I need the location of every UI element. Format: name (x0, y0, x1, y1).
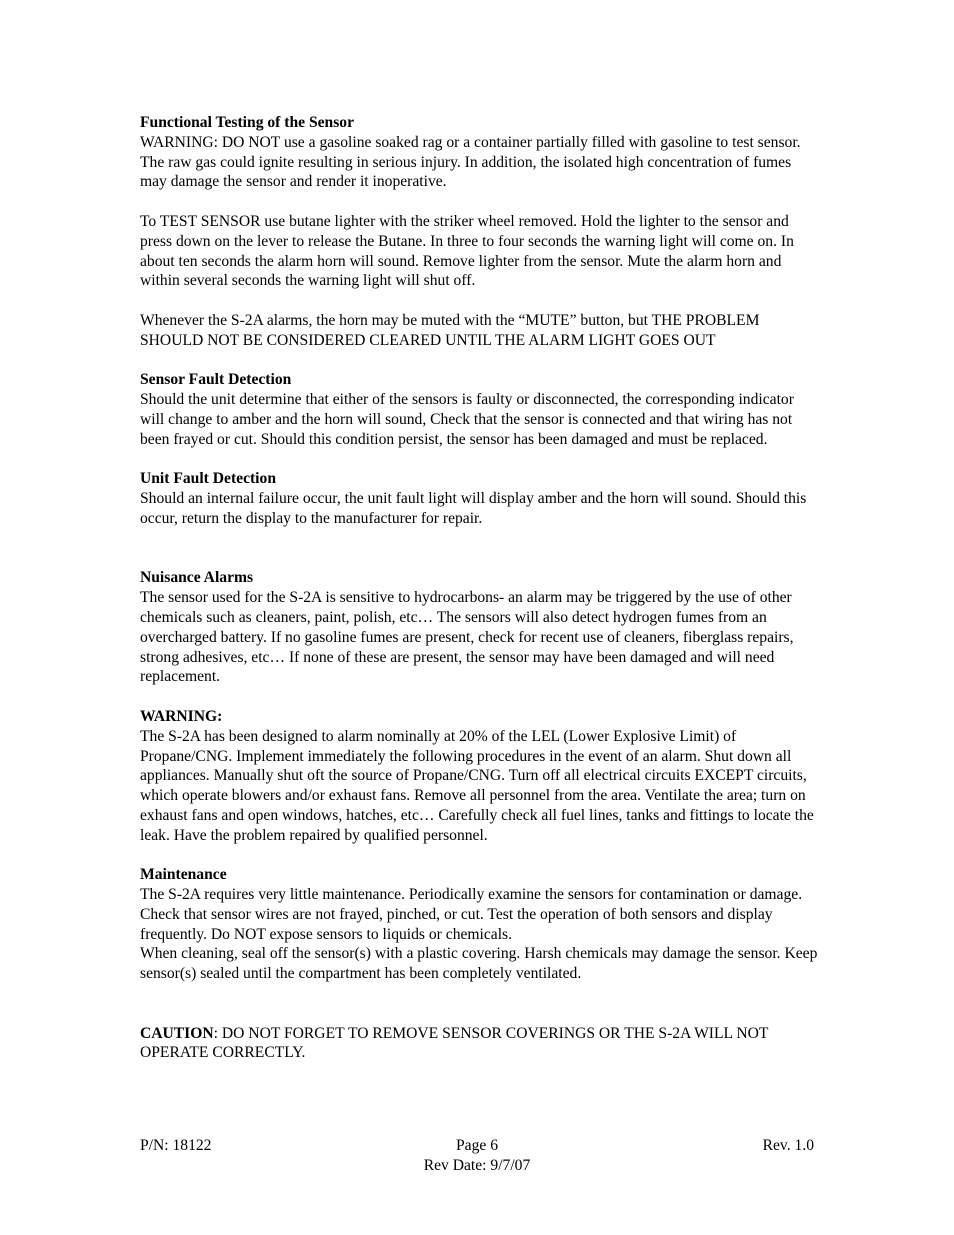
nuisance-alarms-section (140, 568, 820, 687)
caution-text: : DO NOT FORGET TO REMOVE SENSOR COVERINGS OR THE S-2A WILL NOT OPERATE CORRECTLY. (140, 1024, 769, 1062)
maintenance-section (140, 865, 820, 984)
warning-section (140, 707, 820, 846)
footer-revision: Rev. 1.0 (762, 1137, 814, 1154)
nuisance-alarms-body: The sensor used for the S-2A is sensitive to hydrocarbons- an alarm may be triggered by the use of other chemicals such as cleaners, paint, polish, etc… The sensors will also detect hydrogen fumes from an overcharged battery. If no gasoline fumes are present, check for recent use of cleaners, fiberglass repairs, strong adhesives, etc… If none of these are present, the sensor may have been damaged and will need replacement. (140, 589, 794, 686)
caution-section (140, 1024, 820, 1064)
maintenance-body-2: When cleaning, seal off the sensor(s) with a plastic covering. Harsh chemicals may damage the sensor. Keep sensor(s) sealed until the compartment has been completely ventilated. (140, 945, 818, 983)
nuisance-alarms-heading: Nuisance Alarms (140, 569, 254, 587)
unit-fault-section (140, 469, 820, 528)
document-body (140, 113, 820, 1063)
footer-page-number: Page 6 (455, 1137, 498, 1154)
sensor-fault-body: Should the unit determine that either of the sensors is faulty or disconnected, the corresponding indicator will change to amber and the horn will sound, Check that the sensor is connected and that wiring has not been frayed or cut. Should this condition persist, the sensor has been damaged and must be replaced. (140, 391, 794, 448)
footer-center (140, 1136, 814, 1176)
caution-label: CAUTION (140, 1024, 214, 1042)
sensor-fault-section (140, 370, 820, 449)
maintenance-body-1: The S-2A requires very little maintenance. Periodically examine the sensors for contamination or damage. Check that sensor wires are not frayed, pinched, or cut. Test the operation of both sensors and display frequently. Do NOT expose sensors to liquids or chemicals. (140, 886, 803, 943)
functional-testing-mute-note: Whenever the S-2A alarms, the horn may be muted with the “MUTE” button, but THE PROBLEM SHOULD NOT BE CONSIDERED CLEARED UNTIL THE ALARM LIGHT GOES OUT (140, 311, 760, 349)
functional-testing-procedure: To TEST SENSOR use butane lighter with the striker wheel removed. Hold the lighter to the sensor and press down on the lever to release the Butane. In three to four seconds the warning light will come on. In about ten seconds the alarm horn will sound. Remove lighter from the sensor. Mute the alarm horn and within several seconds the warning light will shut off. (140, 212, 794, 290)
functional-testing-heading: Functional Testing of the Sensor (140, 114, 355, 131)
footer-part-number: P/N: 18122 (140, 1137, 212, 1154)
unit-fault-heading: Unit Fault Detection (140, 470, 276, 488)
warning-heading: WARNING: (140, 707, 223, 725)
sensor-fault-heading: Sensor Fault Detection (140, 371, 292, 389)
caution-note (140, 1024, 820, 1064)
functional-testing-warning: WARNING: DO NOT use a gasoline soaked rag or a container partially filled with gasoline to test sensor. The raw gas could ignite resulting in serious injury. In addition, the isolated high concentration of fumes may damage the sensor and render it inoperative. (140, 133, 801, 191)
footer-rev-date: Rev Date: 9/7/07 (423, 1156, 531, 1174)
functional-testing-section (140, 113, 820, 351)
unit-fault-body: Should an internal failure occur, the unit fault light will display amber and the horn will sound. Should this occur, return the display to the manufacturer for repair. (140, 490, 807, 527)
warning-body: The S-2A has been designed to alarm nominally at 20% of the LEL (Lower Explosive Limit) of Propane/CNG. Implement immediately the following procedures in the event of an alarm. Shut down all appliances. Manually shut oft the source of Propane/CNG. Turn off all electrical circuits EXCEPT circuits, which operate blowers and/or exhaust fans. Remove all personnel from the area. Ventilate the area; turn on exhaust fans and open windows, hatches, etc… Carefully check all fuel lines, tanks and fittings to locate the leak. Have the problem repaired by qualified personnel. (140, 727, 814, 844)
maintenance-heading: Maintenance (140, 866, 227, 884)
page-footer (140, 1136, 814, 1180)
